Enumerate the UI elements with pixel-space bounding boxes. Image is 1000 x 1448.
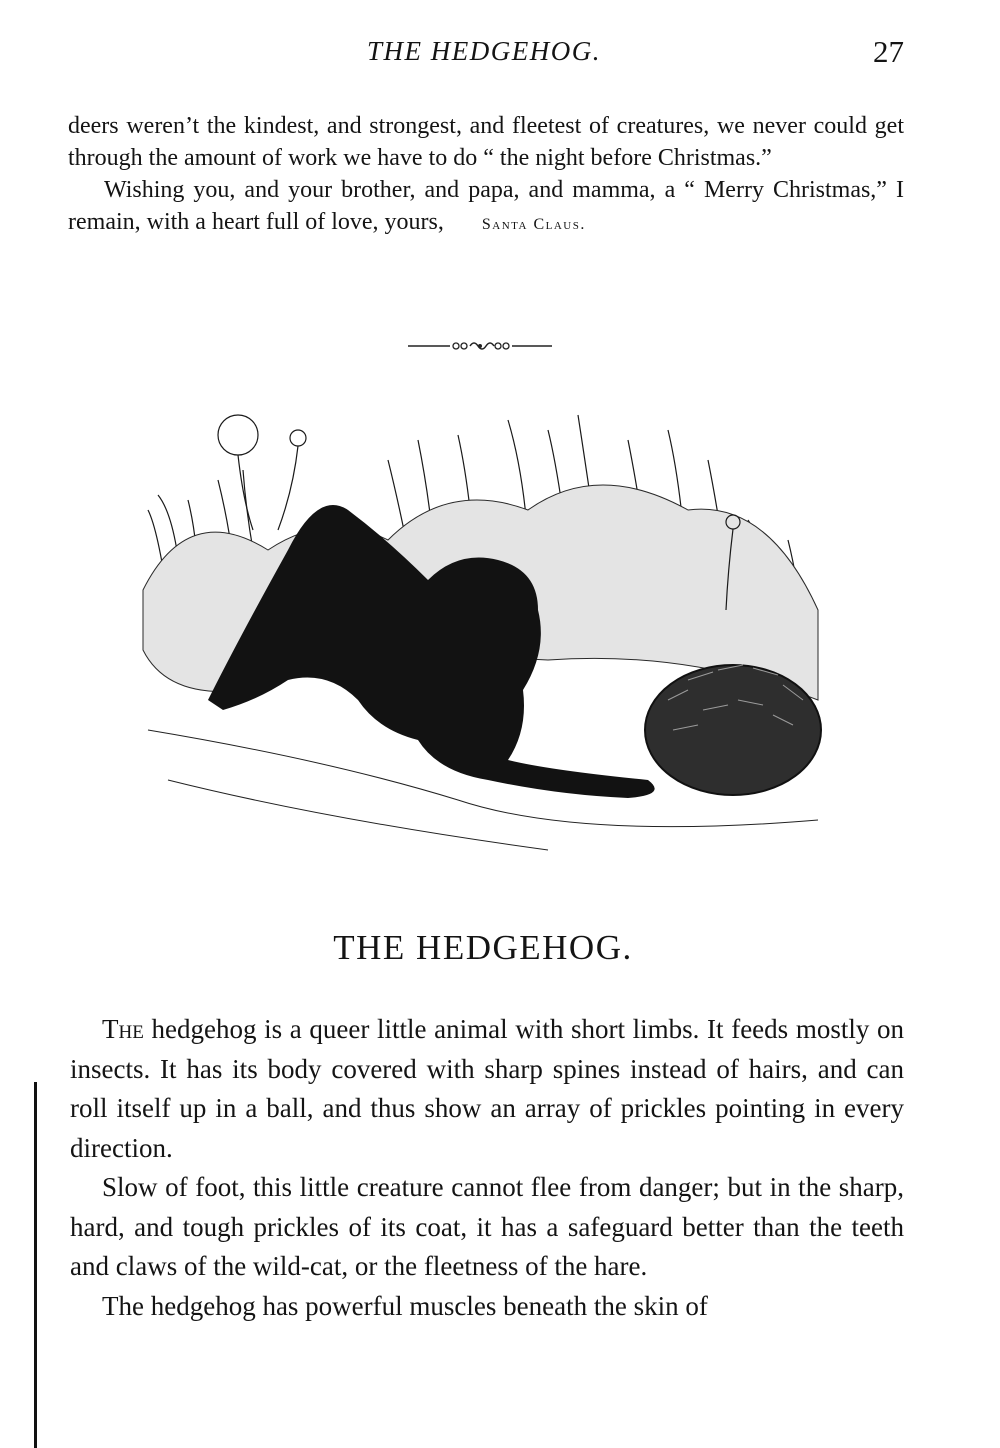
ornament-divider [408, 338, 552, 354]
article-paragraph-1 [70, 1010, 904, 1168]
article-paragraph-1-text: hedgehog is a queer little animal with short limbs. It feeds mostly on insects. It has its body covered with sharp spines instead of hairs, and can roll itself up in a ball, and thus show an array of prickles pointing in every direction. [70, 1014, 904, 1163]
dandelion-left [218, 415, 306, 530]
hedgehog-figure [645, 665, 821, 795]
margin-rule [34, 1082, 37, 1448]
article-paragraph-2: Slow of foot, this little creature cannot flee from danger; but in the sharp, hard, and tough prickles of its coat, it has a safeguard better than the teeth and claws of the wild-cat, or the fleetness of the hare. [70, 1172, 904, 1281]
letter-paragraph-2 [68, 174, 904, 241]
article-paragraph-3: The hedgehog has powerful muscles beneath the skin of [102, 1290, 708, 1321]
running-header [0, 32, 1000, 72]
page-number: 27 [873, 34, 904, 69]
article-text [70, 1010, 904, 1326]
letter-paragraph-1: deers weren’t the kindest, and strongest, and fleetest of creatures, we never could get through the amount of work we have to do “ the night before Christmas.” [68, 113, 904, 171]
signature: Santa Claus. [481, 216, 586, 233]
dog-and-hedgehog-illustration [128, 400, 838, 870]
letter-paragraph-2-text: Wishing you, and your brother, and papa, and mamma, a “ Merry Christmas,” I remain, with a heart full of love, yours, [68, 177, 904, 235]
running-title: THE HEDGEHOG. [367, 36, 601, 66]
section-title: THE HEDGEHOG. [333, 928, 633, 967]
letter-text [68, 110, 904, 241]
lead-word: The [102, 1014, 144, 1044]
